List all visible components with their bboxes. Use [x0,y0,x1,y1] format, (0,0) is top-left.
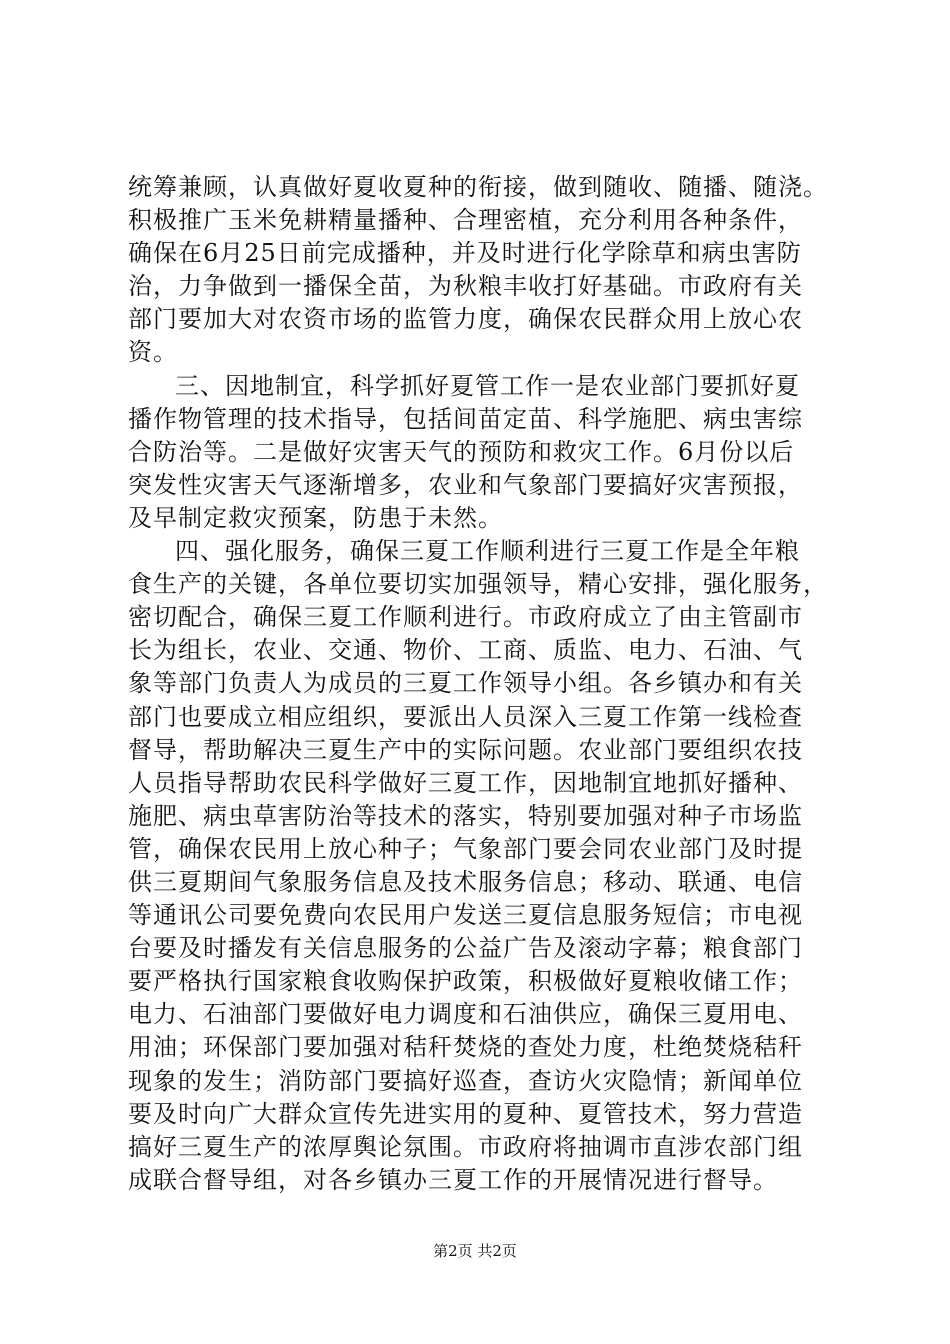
text-line: 食生产的关键，各单位要切实加强领导，精心安排，强化服务， [128,570,828,599]
text-line: 用油；环保部门要加强对秸秆焚烧的查处力度，杜绝焚烧秸秆 [128,1033,803,1062]
text-line: 人员指导帮助农民科学做好三夏工作，因地制宜地抓好播种、 [128,768,803,797]
text-line: 治，力争做到一播保全苗，为秋粮丰收打好基础。市政府有关 [128,272,803,301]
text-line: 确保在6月25日前完成播种，并及时进行化学除草和病虫害防 [128,239,802,268]
text-line: 四、强化服务，确保三夏工作顺利进行三夏工作是全年粮 [175,537,800,566]
text-line: 施肥、病虫草害防治等技术的落实，特别要加强对种子市场监 [128,801,803,830]
text-line: 及早制定救灾预案，防患于未然。 [128,503,503,532]
text-line: 突发性灾害天气逐渐增多，农业和气象部门要搞好灾害预报， [128,470,803,499]
text-line: 统筹兼顾，认真做好夏收夏种的衔接，做到随收、随播、随浇。 [128,173,828,201]
text-line: 搞好三夏生产的浓厚舆论氛围。市政府将抽调市直涉农部门组 [128,1132,803,1161]
text-line: 成联合督导组，对各乡镇办三夏工作的开展情况进行督导。 [128,1165,778,1194]
text-line: 播作物管理的技术指导，包括间苗定苗、科学施肥、病虫害综 [128,404,803,433]
text-line: 三、因地制宜，科学抓好夏管工作一是农业部门要抓好夏 [175,371,800,400]
document-body [128,171,848,1197]
text-line: 要严格执行国家粮食收购保护政策，积极做好夏粮收储工作； [128,967,803,996]
text-line: 资。 [128,338,178,367]
text-line: 台要及时播发有关信息服务的公益广告及滚动字幕；粮食部门 [128,934,803,963]
text-line: 积极推广玉米免耕精量播种、合理密植，充分利用各种条件， [128,206,803,235]
text-line: 督导，帮助解决三夏生产中的实际问题。农业部门要组织农技 [128,735,803,764]
text-line: 要及时向广大群众宣传先进实用的夏种、夏管技术，努力营造 [128,1099,803,1128]
text-line: 部门要加大对农资市场的监管力度，确保农民群众用上放心农 [128,305,803,334]
page-number-footer: 第2页 共2页 [433,1242,517,1260]
text-line: 部门也要成立相应组织，要派出人员深入三夏工作第一线检查 [128,702,803,731]
text-line: 电力、石油部门要做好电力调度和石油供应，确保三夏用电、 [128,1000,803,1029]
text-line: 密切配合，确保三夏工作顺利进行。市政府成立了由主管副市 [128,603,803,632]
text-line: 管，确保农民用上放心种子；气象部门要会同农业部门及时提 [128,834,803,863]
text-line: 象等部门负责人为成员的三夏工作领导小组。各乡镇办和有关 [128,669,803,698]
text-line: 合防治等。二是做好灾害天气的预防和救灾工作。6月份以后 [128,437,795,466]
text-line: 供三夏期间气象服务信息及技术服务信息；移动、联通、电信 [128,867,803,896]
text-line: 长为组长，农业、交通、物价、工商、质监、电力、石油、气 [128,636,803,665]
text-line: 等通讯公司要免费向农民用户发送三夏信息服务短信；市电视 [128,901,803,930]
text-line: 现象的发生；消防部门要搞好巡查，查访火灾隐情；新闻单位 [128,1066,803,1095]
